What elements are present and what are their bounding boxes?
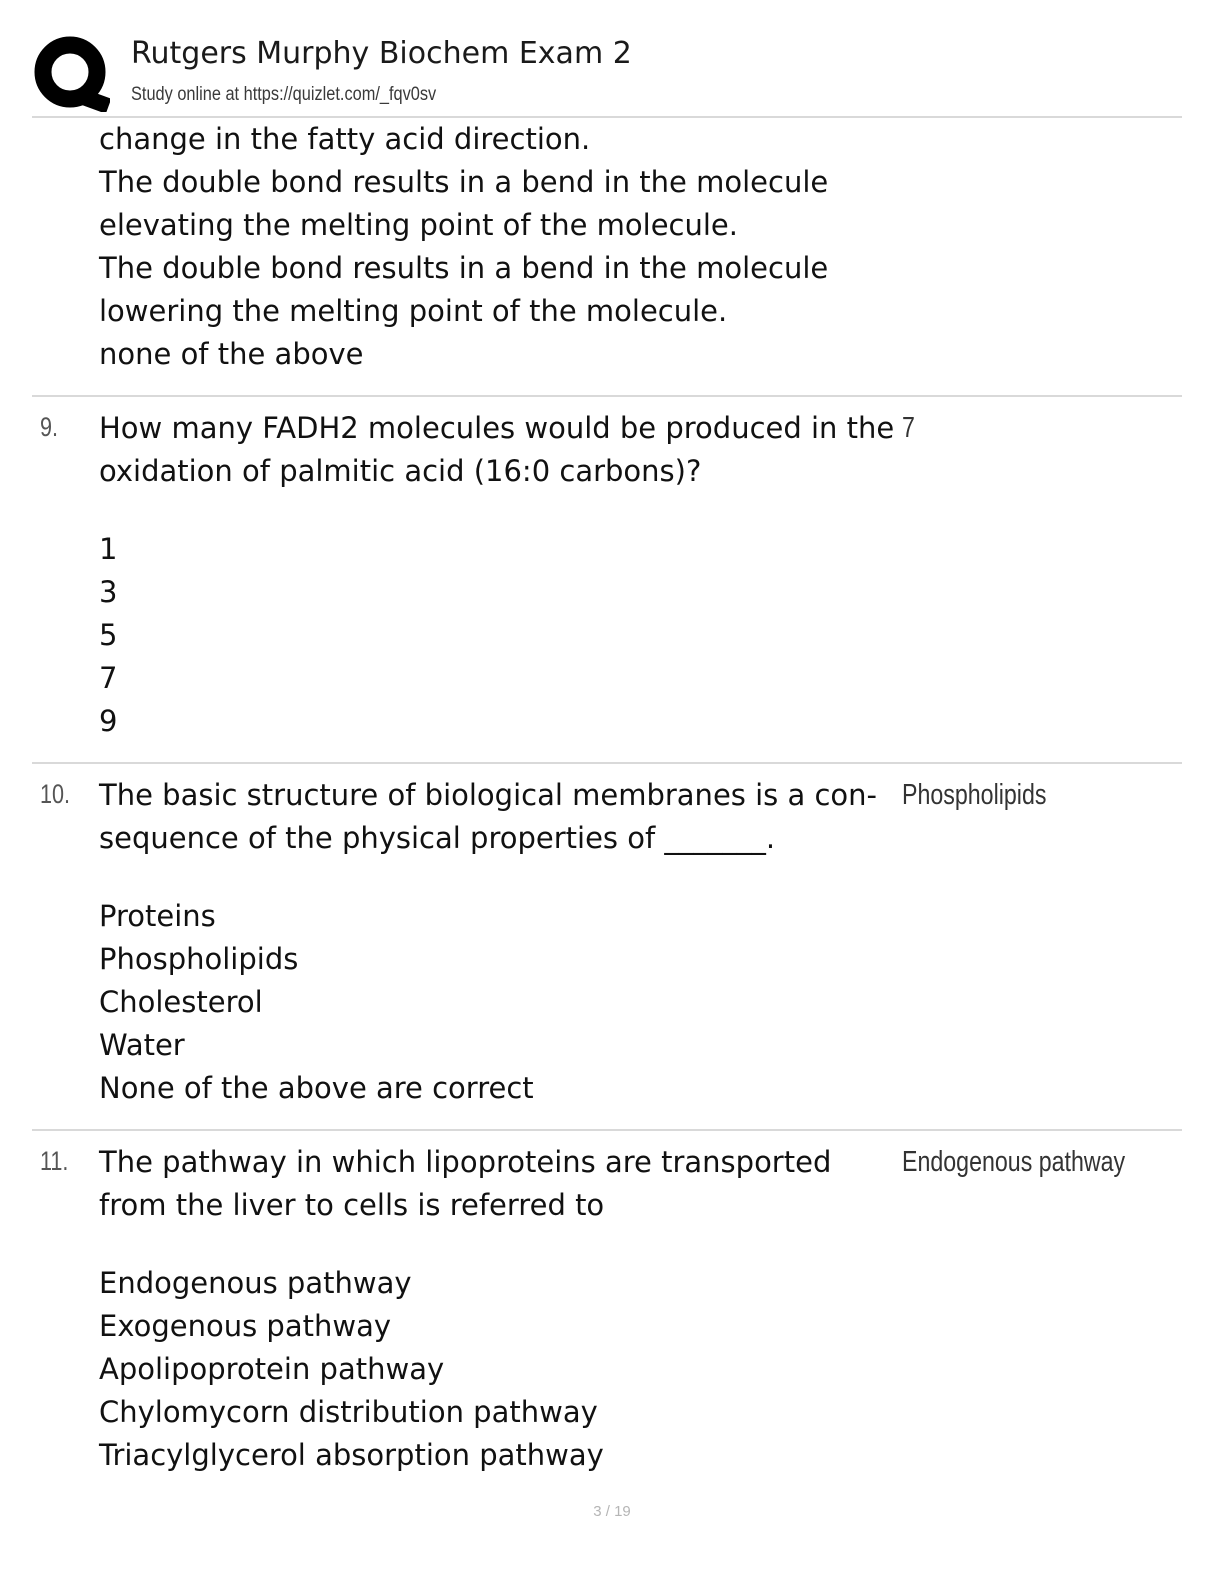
answer-option: 9: [99, 704, 118, 738]
document-header: [32, 30, 1182, 118]
question-number: 10.: [40, 779, 71, 809]
continuation-line: none of the above: [99, 337, 364, 371]
question-divider: [32, 1129, 1182, 1131]
study-online-link[interactable]: Study online at https://quizlet.com/_fqv0sv: [131, 84, 437, 105]
answer-option: Chylomycorn distribution pathway: [99, 1395, 598, 1429]
question-text: The basic structure of biological membranes is a con- sequence of the physical properties of _______.: [99, 778, 878, 855]
answer-option: 3: [99, 575, 118, 609]
continuation-line: The double bond results in a bend in the molecule: [99, 165, 829, 199]
question-divider: [32, 395, 1182, 397]
question-answer: Endogenous pathway: [902, 1146, 1126, 1178]
question-text: How many FADH2 molecules would be produced in the oxidation of palmitic acid (16:0 carbons)?: [99, 411, 895, 488]
answer-option: Phospholipids: [99, 942, 299, 976]
answer-options: [99, 895, 919, 1110]
answer-option: 7: [99, 661, 118, 695]
answer-option: Proteins: [99, 899, 216, 933]
question-number: 9.: [40, 412, 59, 442]
answer-option: Endogenous pathway: [99, 1266, 412, 1300]
question-answer: 7: [902, 412, 915, 444]
question-text: The pathway in which lipoproteins are transported from the liver to cells is referred to: [99, 1145, 832, 1222]
answer-option: 1: [99, 532, 118, 566]
continuation-line: change in the fatty acid direction.: [99, 122, 591, 156]
page-number: 3 / 19: [593, 1503, 631, 1520]
continuation-line: lowering the melting point of the molecule.: [99, 294, 728, 328]
answer-option: Exogenous pathway: [99, 1309, 391, 1343]
question-number: 11.: [40, 1146, 69, 1176]
answer-option: 5: [99, 618, 118, 652]
continuation-line: elevating the melting point of the molecule.: [99, 208, 738, 242]
question-divider: [32, 762, 1182, 764]
answer-options: [99, 1262, 919, 1477]
answer-option: Triacylglycerol absorption pathway: [99, 1438, 604, 1472]
document-title: Rutgers Murphy Biochem Exam 2: [131, 36, 632, 71]
answer-option: Cholesterol: [99, 985, 263, 1019]
answer-option: Apolipoprotein pathway: [99, 1352, 445, 1386]
answer-options: [99, 528, 919, 743]
answer-option: None of the above are correct: [99, 1071, 534, 1105]
quizlet-q-logo-icon: [34, 36, 110, 112]
continuation-line: The double bond results in a bend in the molecule: [99, 251, 829, 285]
answer-option: Water: [99, 1028, 185, 1062]
question-answer: Phospholipids: [902, 779, 1047, 811]
